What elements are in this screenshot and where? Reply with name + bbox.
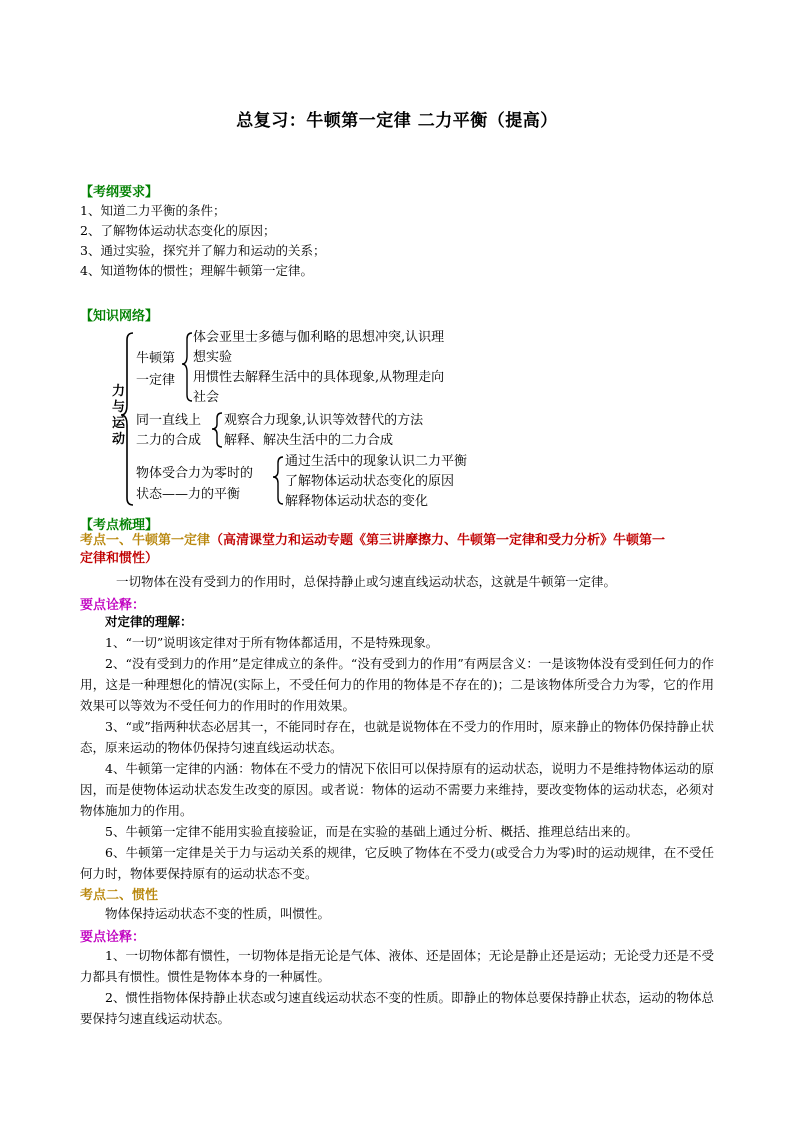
branch2-items: 观察合力现象,认识等效替代的方法 解释、解决生活中的二力合成 [224,413,424,448]
inertia-definition: 物体保持运动状态不变的性质，叫惯性。 [105,906,331,921]
branch1-brace [182,333,192,401]
kaogang-item: 3、通过实验，探究并了解力和运动的关系； [80,243,326,258]
kaogang-heading: 【考纲要求】 [80,185,159,200]
branch1-items: 体会亚里士多德与伽利略的思想冲突,认识理 想实验 用惯性去解释生活中的具体现象,从物理走向 社会 [193,330,445,405]
explain-4: 4、牛顿第一定律的内涵：物体在不受力的情况下依旧可以保持原有的运动状态，说明力不是维持物体运动的原因，而是使物体运动状态发生改变的原因。或者说：物体的运动不需要力来维持，要改变物体的运动状态，必须对物体施加力的作用。 [80,761,714,818]
kaogang-item: 1、知道二力平衡的条件； [80,203,226,218]
kaodian-heading: 【考点梳理】 [80,518,159,533]
kaodian2-title: 考点二、惯性 [80,888,159,903]
kaodian1-title: 考点一、牛顿第一定律（高清课堂力和运动专题《第三讲摩擦力、牛顿第一定律和受力分析》牛顿第一 定律和惯性） [80,533,666,566]
explain-6: 6、牛顿第一定律是关于力与运动关系的规律，它反映了物体在不受力(或受合力为零)时的运动规律，在不受任何力时，物体要保持原有的运动状态不变。 [80,845,714,881]
newton-law-definition: 一切物体在没有受到力的作用时，总保持静止或匀速直线运动状态，这就是牛顿第一定律。 [116,574,617,589]
inertia-explain-2: 2、惯性指物体保持静止状态或匀速直线运动状态不变的性质。即静止的物体总要保持静止状态，运动的物体总要保持匀速直线运动状态。 [80,990,714,1026]
branch3-items: 通过生活中的现象认识二力平衡 了解物体运动状态变化的原因 解释物体运动状态的变化 [285,454,468,509]
kaogang-item: 4、知道物体的惯性；理解牛顿第一定律。 [80,263,313,278]
explain-1: 1、“一切”说明该定律对于所有物体都适用，不是特殊现象。 [105,635,439,650]
branch2-brace [212,413,222,447]
root-label: 力 与 运 动 [112,384,126,447]
explain-2: 2、“没有受到力的作用”是定律成立的条件。“没有受到力的作用”有两层含义：一是该物体没有受到任何力的作用，这是一种理想化的情况(实际上，不受任何力的作用的物体是不存在的)；二是该物体所受合力为零，它的作用效果可以等效为不受任何力的作用时的作用效果。 [80,656,714,713]
page-title: 总复习：牛顿第一定律 二力平衡（提高） [236,111,558,131]
branch2-label: 同一直线上 二力的合成 [136,413,202,448]
understand-heading: 对定律的理解： [105,614,193,629]
kaogang-item: 2、了解物体运动状态变化的原因； [80,223,276,238]
key-point-label: 要点诠释： [80,598,146,613]
key-point-label-2: 要点诠释： [80,930,146,945]
inertia-explain-1: 1、一切物体都有惯性，一切物体是指无论是气体、液体、还是固体；无论是静止还是运动；无论受力还是不受力都具有惯性。惯性是物体本身的一种属性。 [80,948,714,984]
explain-3: 3、“或”指两种状态必居其一，不能同时存在，也就是说物体在不受力的作用时，原来静止的物体仍保持静止状态，原来运动的物体仍保持匀速直线运动状态。 [80,719,714,755]
kaodian1-course-link[interactable]: （高清课堂力和运动专题《第三讲摩擦力、牛顿第一定律和受力分析》牛顿第一 [210,533,666,548]
branch3-brace [273,457,283,504]
network-heading: 【知识网络】 [80,309,159,324]
branch3-label: 物体受合力为零时的 状态——力的平衡 [136,466,254,502]
branch1-label: 牛顿第 一定律 [136,351,176,388]
explain-5: 5、牛顿第一定律不能用实验直接验证，而是在实验的基础上通过分析、概括、推理总结出来的。 [105,824,638,839]
kaodian1-course-link-cont[interactable]: 定律和惯性） [80,551,159,566]
